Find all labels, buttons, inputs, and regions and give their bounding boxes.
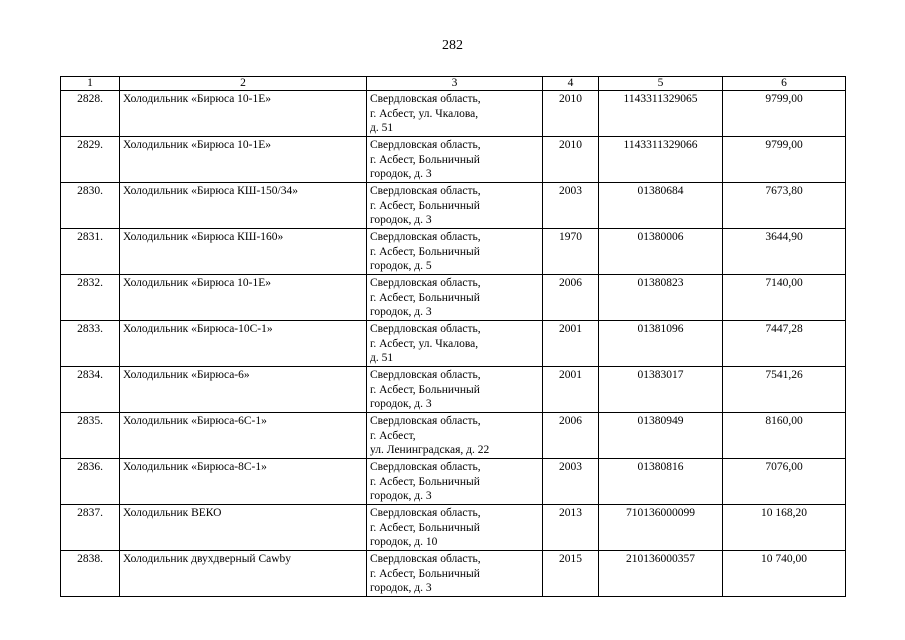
row-number-cell: 2828. <box>61 91 120 137</box>
address-line: Свердловская область, <box>370 277 481 289</box>
row-number-cell: 2835. <box>61 413 120 459</box>
address-cell <box>367 505 543 551</box>
item-name-cell: Холодильник «Бирюса 10-1Е» <box>120 91 367 137</box>
cost-cell: 7140,00 <box>723 275 846 321</box>
address-line: г. Асбест, ул. Чкалова, <box>370 337 479 350</box>
address-line: Свердловская область, <box>370 415 481 427</box>
address-line: Свердловская область, <box>370 553 481 565</box>
row-number-cell: 2831. <box>61 229 120 275</box>
cost-cell: 8160,00 <box>723 413 846 459</box>
item-name-cell: Холодильник «Бирюса КШ-160» <box>120 229 367 275</box>
property-register-table <box>60 76 846 597</box>
item-name-cell: Холодильник «Бирюса-6С-1» <box>120 413 367 459</box>
item-name-cell: Холодильник «Бирюса-10С-1» <box>120 321 367 367</box>
column-header-6: 6 <box>723 77 846 91</box>
cost-cell: 9799,00 <box>723 137 846 183</box>
inventory-number-cell: 210136000357 <box>599 551 723 597</box>
address-line: городок, д. 3 <box>370 582 432 594</box>
column-header-3: 3 <box>367 77 543 91</box>
address-cell <box>367 413 543 459</box>
table-row <box>61 551 846 597</box>
address-cell <box>367 229 543 275</box>
address-line: г. Асбест, ул. Чкалова, <box>370 107 479 120</box>
address-cell <box>367 459 543 505</box>
address-line: городок, д. 3 <box>370 490 432 502</box>
address-line: ул. Ленинградская, д. 22 <box>370 444 490 456</box>
table-row <box>61 321 846 367</box>
address-line: городок, д. 3 <box>370 214 432 226</box>
address-line: Свердловская область, <box>370 93 481 105</box>
inventory-number-cell: 01380949 <box>599 413 723 459</box>
address-line: г. Асбест, Больничный <box>370 567 480 580</box>
page-number: 282 <box>442 38 463 53</box>
cost-cell: 7673,80 <box>723 183 846 229</box>
address-line: Свердловская область, <box>370 231 481 243</box>
table-row <box>61 367 846 413</box>
year-cell: 2003 <box>543 459 599 505</box>
address-cell <box>367 91 543 137</box>
address-line: г. Асбест, Больничный <box>370 521 480 534</box>
address-line: Свердловская область, <box>370 461 481 473</box>
address-cell <box>367 551 543 597</box>
table-row <box>61 459 846 505</box>
item-name-cell: Холодильник «Бирюса 10-1Е» <box>120 275 367 321</box>
table-row <box>61 91 846 137</box>
address-line: Свердловская область, <box>370 139 481 151</box>
address-line: городок, д. 10 <box>370 536 438 548</box>
row-number-cell: 2838. <box>61 551 120 597</box>
inventory-number-cell: 01380006 <box>599 229 723 275</box>
address-line: городок, д. 3 <box>370 306 432 318</box>
address-line: городок, д. 3 <box>370 168 432 180</box>
cost-cell: 10 740,00 <box>723 551 846 597</box>
row-number-cell: 2832. <box>61 275 120 321</box>
table-header-row <box>61 77 846 91</box>
item-name-cell: Холодильник ВЕКО <box>120 505 367 551</box>
cost-cell: 3644,90 <box>723 229 846 275</box>
table-body <box>61 91 846 597</box>
year-cell: 2006 <box>543 275 599 321</box>
year-cell: 2001 <box>543 367 599 413</box>
address-line: Свердловская область, <box>370 369 481 381</box>
address-cell <box>367 275 543 321</box>
row-number-cell: 2833. <box>61 321 120 367</box>
year-cell: 2010 <box>543 137 599 183</box>
address-line: д. 51 <box>370 352 394 364</box>
inventory-number-cell: 1143311329065 <box>599 91 723 137</box>
address-line: г. Асбест, Больничный <box>370 153 480 166</box>
table-row <box>61 229 846 275</box>
item-name-cell: Холодильник «Бирюса-6» <box>120 367 367 413</box>
year-cell: 2001 <box>543 321 599 367</box>
year-cell: 2006 <box>543 413 599 459</box>
item-name-cell: Холодильник «Бирюса 10-1Е» <box>120 137 367 183</box>
cost-cell: 7447,28 <box>723 321 846 367</box>
inventory-number-cell: 01380684 <box>599 183 723 229</box>
address-line: Свердловская область, <box>370 185 481 197</box>
year-cell: 2010 <box>543 91 599 137</box>
inventory-number-cell: 710136000099 <box>599 505 723 551</box>
item-name-cell: Холодильник «Бирюса-8С-1» <box>120 459 367 505</box>
cost-cell: 7076,00 <box>723 459 846 505</box>
inventory-number-cell: 01381096 <box>599 321 723 367</box>
address-line: д. 51 <box>370 122 394 134</box>
year-cell: 2015 <box>543 551 599 597</box>
column-header-5: 5 <box>599 77 723 91</box>
table-row <box>61 275 846 321</box>
inventory-number-cell: 1143311329066 <box>599 137 723 183</box>
cost-cell: 10 168,20 <box>723 505 846 551</box>
address-line: г. Асбест, <box>370 429 416 442</box>
cost-cell: 7541,26 <box>723 367 846 413</box>
address-line: г. Асбест, Больничный <box>370 199 480 212</box>
address-line: г. Асбест, Больничный <box>370 291 480 304</box>
address-line: Свердловская область, <box>370 323 481 335</box>
address-line: г. Асбест, Больничный <box>370 383 480 396</box>
table-row <box>61 137 846 183</box>
year-cell: 2013 <box>543 505 599 551</box>
row-number-cell: 2836. <box>61 459 120 505</box>
inventory-number-cell: 01383017 <box>599 367 723 413</box>
item-name-cell: Холодильник двухдверный Cawby <box>120 551 367 597</box>
inventory-number-cell: 01380816 <box>599 459 723 505</box>
address-line: Свердловская область, <box>370 507 481 519</box>
table-row <box>61 183 846 229</box>
row-number-cell: 2834. <box>61 367 120 413</box>
cost-cell: 9799,00 <box>723 91 846 137</box>
address-cell <box>367 137 543 183</box>
inventory-number-cell: 01380823 <box>599 275 723 321</box>
table-row <box>61 413 846 459</box>
item-name-cell: Холодильник «Бирюса КШ-150/34» <box>120 183 367 229</box>
year-cell: 2003 <box>543 183 599 229</box>
address-line: г. Асбест, Больничный <box>370 475 480 488</box>
row-number-cell: 2830. <box>61 183 120 229</box>
table-row <box>61 505 846 551</box>
address-cell <box>367 321 543 367</box>
address-cell <box>367 183 543 229</box>
column-header-2: 2 <box>120 77 367 91</box>
address-line: городок, д. 3 <box>370 398 432 410</box>
address-cell <box>367 367 543 413</box>
address-line: городок, д. 5 <box>370 260 432 272</box>
row-number-cell: 2829. <box>61 137 120 183</box>
column-header-1: 1 <box>61 77 120 91</box>
column-header-4: 4 <box>543 77 599 91</box>
year-cell: 1970 <box>543 229 599 275</box>
row-number-cell: 2837. <box>61 505 120 551</box>
address-line: г. Асбест, Больничный <box>370 245 480 258</box>
